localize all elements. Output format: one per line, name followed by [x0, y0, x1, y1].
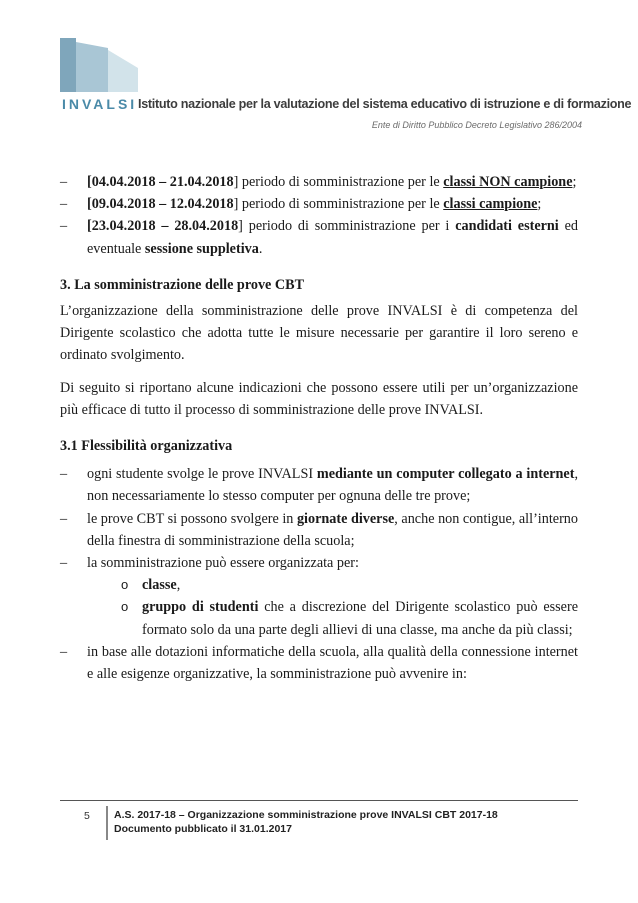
punct: ; — [572, 174, 577, 190]
punct: ; — [537, 196, 542, 213]
item-text: periodo di somministrazione per le — [238, 196, 444, 213]
list-item — [60, 171, 578, 193]
item-text: periodo di somministrazione per le — [238, 174, 444, 190]
emphasis: candidati esterni — [455, 218, 559, 235]
bracket: ] — [233, 196, 239, 213]
institute-name: Istituto nazionale per la valutazione del sistema educativo di istruzione e di formazione — [138, 97, 632, 111]
emphasis: mediante un computer collegato a internet — [316, 466, 575, 483]
date-range: [09.04.2018 – 12.04.2018 — [87, 196, 234, 213]
sub-list — [87, 574, 578, 641]
sub-list-item — [119, 596, 578, 640]
section-heading: 3. La somministrazione delle prove CBT — [60, 276, 305, 293]
emphasis: giornate diverse — [296, 510, 395, 527]
bracket: ] — [233, 174, 239, 190]
item-text: , — [176, 577, 181, 594]
list-item — [60, 193, 578, 215]
page-footer — [60, 800, 578, 840]
date-range: [04.04.2018 – 21.04.2018 — [87, 174, 234, 190]
list-item — [60, 641, 578, 685]
footer-text — [114, 808, 498, 836]
list-item — [60, 463, 578, 507]
dates-list — [60, 171, 578, 260]
item-text: ogni studente svolge le prove INVALSI — [87, 466, 317, 483]
item-text: che a discrezione del Dirigente scolastico può essere formato solo da una parte degli allievi di una classe, ma anche da più classi; — [142, 599, 578, 638]
invalsi-logo-icon — [60, 38, 140, 96]
footer-line: Documento pubblicato il 31.01.2017 — [114, 823, 292, 835]
item-text: periodo di somministrazione per i — [242, 218, 456, 235]
list-item — [60, 508, 578, 552]
list-item — [60, 552, 578, 641]
footer-divider — [60, 800, 578, 801]
item-text: in base alle dotazioni informatiche della scuola, alla qualità della connessione internet e alle esigenze organizzative, la somministrazione può avvenire in: — [87, 643, 578, 683]
emphasis: sessione suppletiva — [144, 240, 259, 257]
item-text: ed eventuale — [87, 218, 578, 257]
document-body — [60, 171, 578, 685]
item-text: le prove CBT si possono svolgere in — [87, 510, 297, 527]
section-heading: 3.1 Flessibilità organizzativa — [60, 438, 233, 455]
emphasis: classe — [142, 577, 177, 594]
footer-separator — [106, 806, 108, 840]
bracket: ] — [238, 218, 243, 235]
item-text: , non necessariamente lo stesso computer per ognuna delle tre prove; — [87, 466, 578, 505]
emphasis: classi campione — [443, 196, 538, 213]
item-text: , anche non contigue, all’interno della finestra di somministrazione della scuola; — [87, 510, 578, 549]
emphasis: gruppo di studenti — [142, 599, 259, 616]
paragraph: Di seguito si riportano alcune indicazioni che possono essere utili per un’organizzazione più efficace di tutto il processo di somministrazione delle prove INVALSI. — [60, 379, 578, 418]
list-item — [60, 215, 578, 259]
paragraph: L’organizzazione della somministrazione delle prove INVALSI è di competenza del Dirigente scolastico che adotta tutte le misure necessarie per garantire il loro sereno e ordinato svolgimento. — [60, 303, 578, 364]
sub-list-item — [119, 574, 578, 596]
item-text: la somministrazione può essere organizzata per: — [87, 555, 359, 572]
institute-subtitle: Ente di Diritto Pubblico Decreto Legislativo 286/2004 — [371, 120, 582, 130]
emphasis: classi NON campione — [443, 174, 573, 190]
flexibility-list — [60, 463, 578, 685]
page-number: 5 — [84, 810, 90, 822]
footer-line: A.S. 2017-18 – Organizzazione somministrazione prove INVALSI CBT 2017-18 — [114, 809, 498, 821]
punct: . — [258, 240, 263, 257]
brand-name: INVALSI — [62, 96, 138, 112]
page-header — [0, 0, 638, 140]
date-range: [23.04.2018 – 28.04.2018 — [87, 218, 239, 235]
